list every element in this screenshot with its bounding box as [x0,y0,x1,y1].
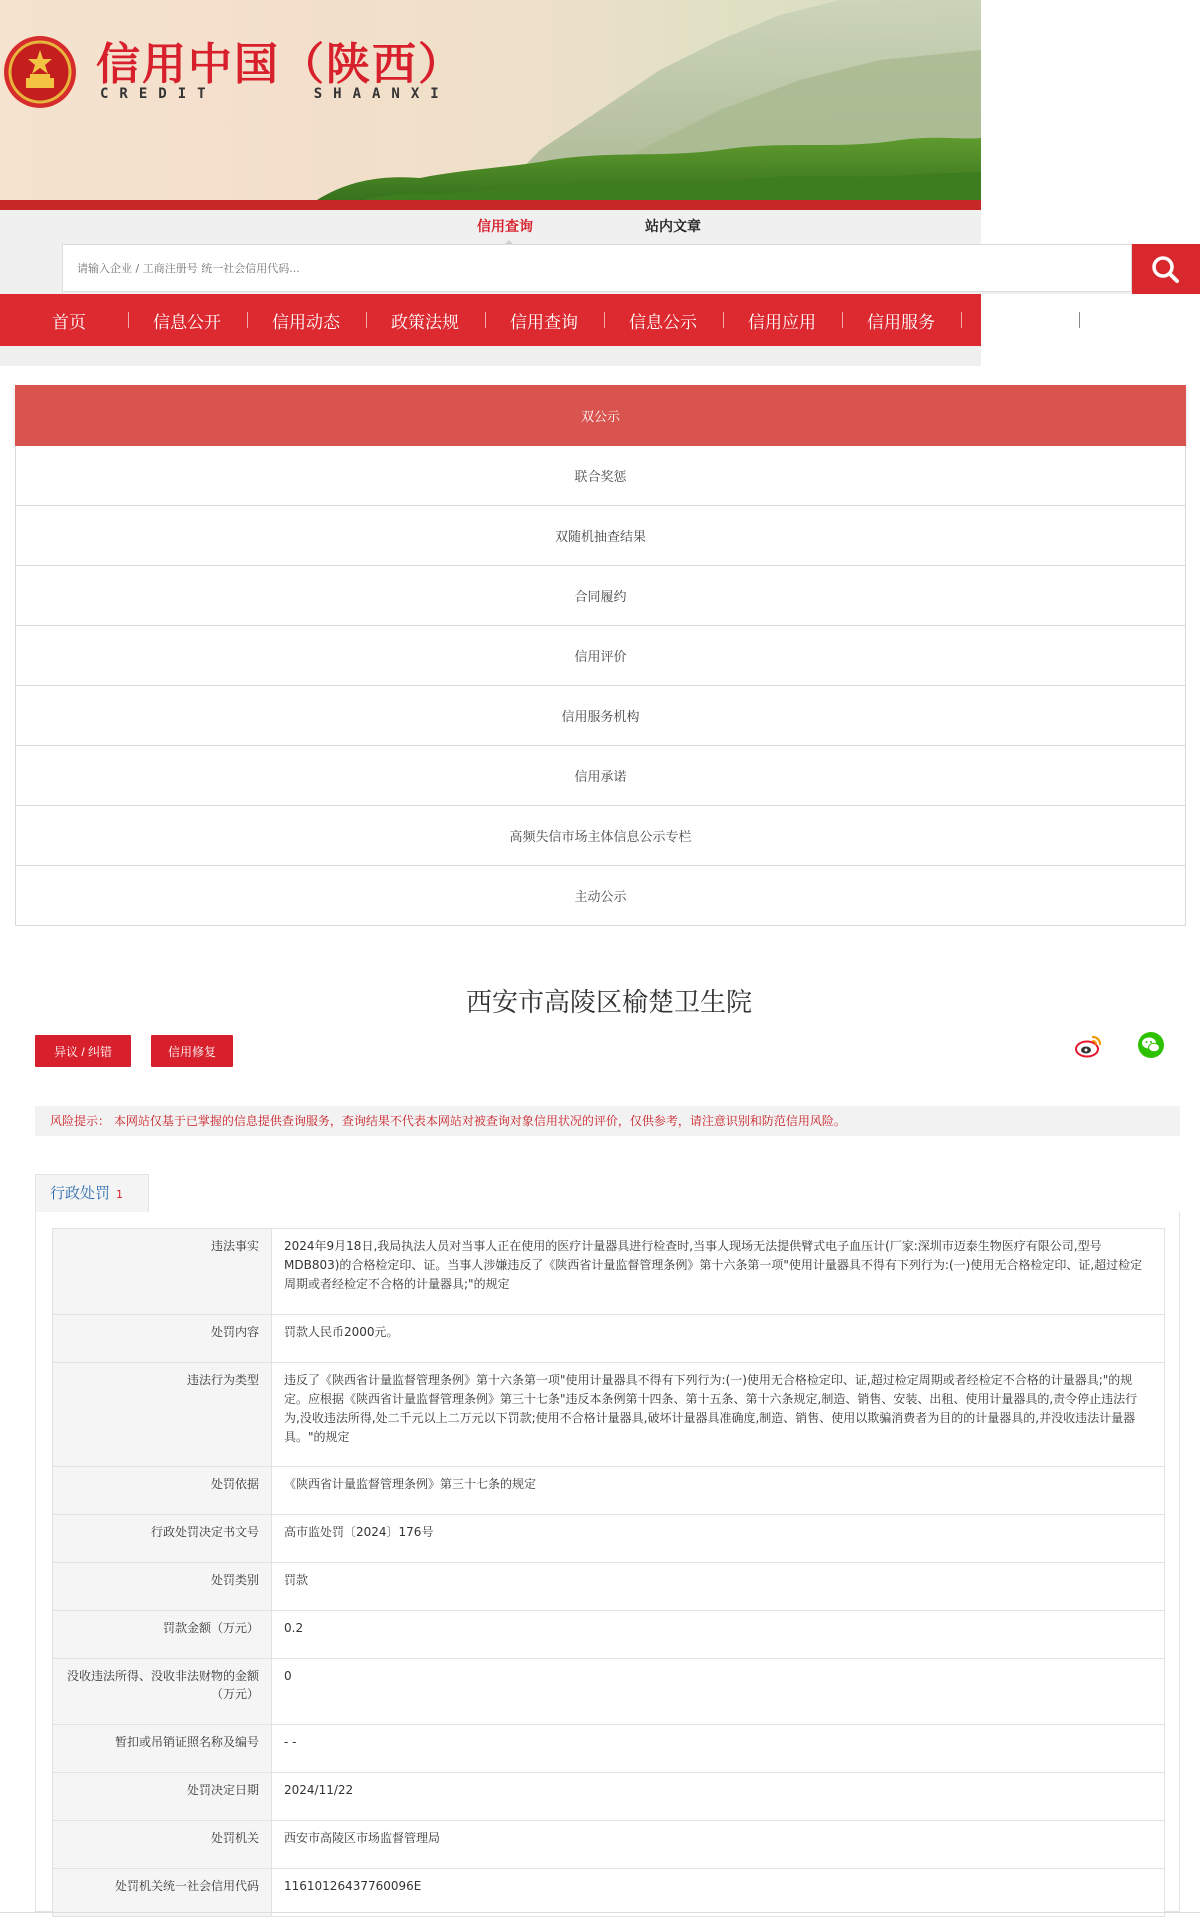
table-row [53,1773,1165,1821]
field-value-penalty-basis: 《陕西省计量监督管理条例》第三十七条的规定 [272,1467,1165,1515]
table-row [53,1821,1165,1869]
nav-divider [723,312,724,328]
nav-item-home[interactable]: 首页 [52,313,86,333]
nav-divider [485,312,486,328]
nav-item-credit-query[interactable]: 信用查询 [510,313,578,333]
page-bottom-divider [0,1912,1200,1913]
field-value-penalty-authority: 西安市高陵区市场监督管理局 [272,1821,1165,1869]
field-label-violation-facts: 违法事实 [53,1229,272,1315]
category-menu [15,385,1186,926]
table-row [53,1725,1165,1773]
tab-count-badge: 1 [116,1188,124,1201]
nav-item-info-open[interactable]: 信息公开 [153,313,221,333]
field-value-decision-number: 高市监处罚〔2024〕176号 [272,1515,1165,1563]
search-button[interactable] [1132,244,1200,294]
national-emblem-icon [0,30,80,114]
risk-notice: 风险提示： 本网站仅基于已掌握的信息提供查询服务，查询结果不代表本网站对被查询对象信用状况的评价，仅供参考，请注意识别和防范信用风险。 [35,1106,1180,1136]
table-row [53,1315,1165,1363]
site-logo-subtitle: CREDIT SHAANXI [100,86,450,102]
table-row [53,1869,1165,1917]
table-row [53,1467,1165,1515]
site-banner [0,0,981,212]
tab-administrative-penalty[interactable] [35,1174,149,1212]
menu-item-contract-performance[interactable]: 合同履约 [15,566,1186,626]
field-label-fine-amount: 罚款金额（万元） [53,1611,272,1659]
tab-credit-query-label: 信用查询 [477,219,533,235]
weibo-icon[interactable] [1074,1030,1104,1060]
table-row [53,1611,1165,1659]
field-value-penalty-content: 罚款人民币2000元。 [272,1315,1165,1363]
table-row [53,1515,1165,1563]
field-value-confiscation-amount: 0 [272,1659,1165,1725]
menu-item-joint-reward-punishment[interactable]: 联合奖惩 [15,446,1186,506]
nav-divider [604,312,605,328]
table-row [53,1229,1165,1315]
field-label-penalty-authority: 处罚机关 [53,1821,272,1869]
search-input[interactable] [62,244,1132,292]
field-value-license-suspension: - - [272,1725,1165,1773]
field-label-decision-date: 处罚决定日期 [53,1773,272,1821]
menu-item-double-publicity[interactable]: 双公示 [15,385,1186,446]
menu-item-active-publicity[interactable]: 主动公示 [15,866,1186,926]
nav-item-credit-application[interactable]: 信用应用 [748,313,816,333]
nav-item-credit-service[interactable]: 信用服务 [867,313,935,333]
table-row [53,1563,1165,1611]
field-value-violation-type: 违反了《陕西省计量监督管理条例》第十六条第一项"使用计量器具不得有下列行为:(一)使用无合格检定印、证,超过检定周期或者经检定不合格的计量器具;"的规定。应根据《陕西省计量监督管理条例》第三十七条"违反本条例第十四条、第十五条、第十六条规定,制造、销售、安装、出租、使用计量器具的,责令停止违法行为,没收违法所得,处二千元以上二万元以下罚款;使用不合格计量器具,破坏计量器具准确度,制造、销售、使用以欺骗消费者为目的的计量器具的,并没收违法计量器具。"的规定 [272,1363,1165,1467]
field-value-violation-facts: 2024年9月18日,我局执法人员对当事人正在使用的医疗计量器具进行检查时,当事人现场无法提供臂式电子血压计(厂家:深圳市迈泰生物医疗有限公司,型号MDB803)的合格检定印、证。当事人涉嫌违反了《陕西省计量监督管理条例》第十六条第一项"使用计量器具不得有下列行为:(一)使用无合格检定印、证,超过检定周期或者经检定不合格的计量器具;"的规定 [272,1229,1165,1315]
main-nav [0,294,981,346]
nav-divider [366,312,367,328]
field-value-fine-amount: 0.2 [272,1611,1165,1659]
search-icon [1132,244,1200,294]
table-row [53,1363,1165,1467]
field-label-authority-credit-code: 处罚机关统一社会信用代码 [53,1869,272,1917]
field-label-decision-number: 行政处罚决定书文号 [53,1515,272,1563]
company-name: 西安市高陵区榆楚卫生院 [465,988,752,1018]
field-label-confiscation-amount: 没收违法所得、没收非法财物的金额（万元） [53,1659,272,1725]
field-label-penalty-category: 处罚类别 [53,1563,272,1611]
table-row [53,1659,1165,1725]
tab-credit-query[interactable] [477,216,533,236]
record-tab-bar [35,1174,1180,1213]
site-logo-title: 信用中国（陕西） [96,39,464,90]
field-value-penalty-category: 罚款 [272,1563,1165,1611]
nav-divider [842,312,843,328]
field-value-decision-date: 2024/11/22 [272,1773,1165,1821]
menu-item-random-inspection[interactable]: 双随机抽查结果 [15,506,1186,566]
objection-button[interactable]: 异议 / 纠错 [35,1035,131,1067]
credit-repair-button[interactable]: 信用修复 [151,1035,233,1067]
menu-item-credit-evaluation[interactable]: 信用评价 [15,626,1186,686]
nav-divider [1079,312,1080,328]
field-label-penalty-content: 处罚内容 [53,1315,272,1363]
tab-site-articles-label: 站内文章 [645,219,701,235]
tab-administrative-penalty-label: 行政处罚 [50,1184,111,1202]
nav-item-credit-news[interactable]: 信用动态 [272,313,340,333]
menu-item-frequent-dishonest[interactable]: 高频失信市场主体信息公示专栏 [15,806,1186,866]
field-label-penalty-basis: 处罚依据 [53,1467,272,1515]
nav-divider [247,312,248,328]
nav-spacer [0,346,981,366]
wechat-icon[interactable] [1136,1030,1166,1060]
penalty-info-table [52,1228,1165,1917]
search-tab-bar [0,210,981,244]
field-label-license-suspension: 暂扣或吊销证照名称及编号 [53,1725,272,1773]
field-label-violation-type: 违法行为类型 [53,1363,272,1467]
nav-item-policy[interactable]: 政策法规 [391,313,459,333]
menu-item-credit-service-agency[interactable]: 信用服务机构 [15,686,1186,746]
penalty-detail-panel [35,1212,1180,1912]
search-bar [0,244,1200,294]
field-value-authority-credit-code: 11610126437760096E [272,1869,1165,1917]
menu-item-credit-commitment[interactable]: 信用承诺 [15,746,1186,806]
nav-item-info-publicity[interactable]: 信息公示 [629,313,697,333]
tab-site-articles[interactable] [645,216,701,236]
nav-divider [961,312,962,328]
nav-divider [128,312,129,328]
